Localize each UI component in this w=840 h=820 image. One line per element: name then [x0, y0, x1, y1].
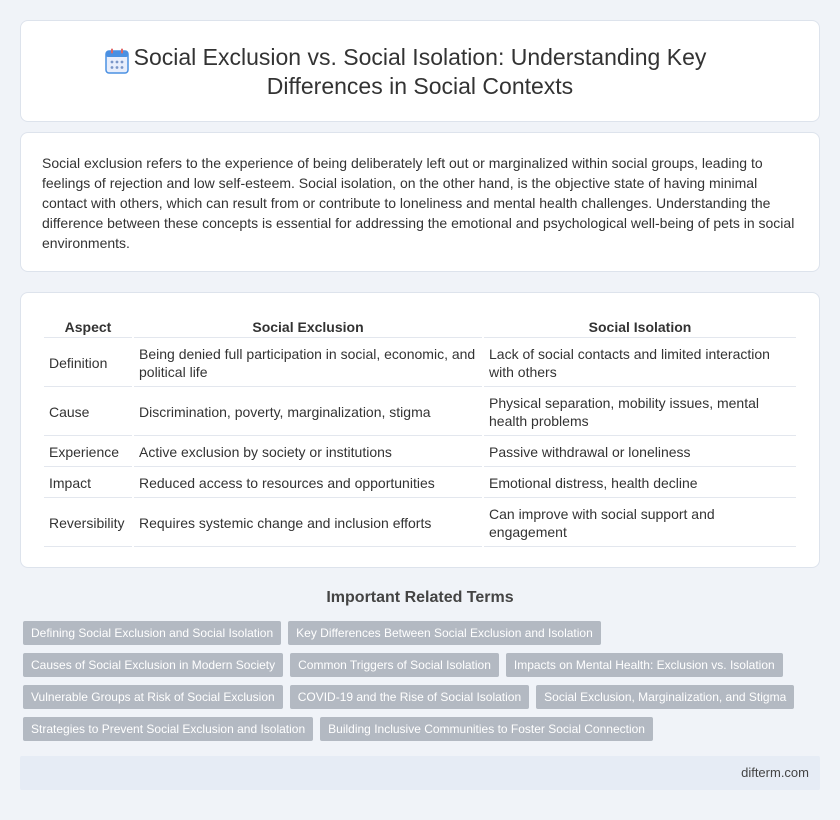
cell-aspect: Cause — [44, 389, 132, 436]
related-term-link[interactable]: Key Differences Between Social Exclusion and Isolation — [288, 621, 601, 645]
comparison-table — [42, 313, 798, 549]
header-aspect: Aspect — [44, 315, 132, 338]
table-header-row — [44, 315, 796, 338]
header-card — [20, 20, 820, 122]
table-row — [44, 469, 796, 498]
tag-row — [23, 621, 823, 645]
related-term-link[interactable]: Impacts on Mental Health: Exclusion vs. Isolation — [506, 653, 783, 677]
cell-exclusion: Discrimination, poverty, marginalization, stigma — [134, 389, 482, 436]
intro-paragraph: Social exclusion refers to the experience of being deliberately left out or marginalized within social groups, leading to feelings of rejection and low self-esteem. Social isolation, on the other hand, is the objective state of having minimal contact with others, which can result from or contribute to loneliness and mental health challenges. Understanding the difference between these concepts is essential for addressing the emotional and psychological well-being of pets in social environments. — [42, 155, 795, 251]
related-term-link[interactable]: Vulnerable Groups at Risk of Social Exclusion — [23, 685, 283, 709]
table-row — [44, 340, 796, 387]
related-term-link[interactable]: Causes of Social Exclusion in Modern Society — [23, 653, 283, 677]
header-social-isolation: Social Isolation — [484, 315, 796, 338]
related-term-link[interactable]: Defining Social Exclusion and Social Isolation — [23, 621, 281, 645]
cell-aspect: Experience — [44, 438, 132, 467]
cell-isolation: Can improve with social support and engagement — [484, 500, 796, 547]
page-title: Social Exclusion vs. Social Isolation: Understanding Key Differences in Social Contexts — [133, 44, 707, 99]
related-terms-title: Important Related Terms — [326, 589, 514, 606]
cell-aspect: Impact — [44, 469, 132, 498]
cell-aspect: Reversibility — [44, 500, 132, 547]
footer — [20, 756, 820, 790]
cell-isolation: Physical separation, mobility issues, mental health problems — [484, 389, 796, 436]
intro-card — [20, 132, 820, 272]
related-term-link[interactable]: COVID-19 and the Rise of Social Isolation — [290, 685, 529, 709]
related-term-link[interactable]: Social Exclusion, Marginalization, and Stigma — [536, 685, 794, 709]
related-term-link[interactable]: Building Inclusive Communities to Foster Social Connection — [320, 717, 653, 741]
table-row — [44, 438, 796, 467]
comparison-table-card — [20, 292, 820, 568]
header-social-exclusion: Social Exclusion — [134, 315, 482, 338]
cell-exclusion: Being denied full participation in social, economic, and political life — [134, 340, 482, 387]
cell-isolation: Passive withdrawal or loneliness — [484, 438, 796, 467]
cell-isolation: Lack of social contacts and limited interaction with others — [484, 340, 796, 387]
cell-isolation: Emotional distress, health decline — [484, 469, 796, 498]
cell-aspect: Definition — [44, 340, 132, 387]
cell-exclusion: Reduced access to resources and opportunities — [134, 469, 482, 498]
cell-exclusion: Requires systemic change and inclusion efforts — [134, 500, 482, 547]
tag-row — [23, 653, 823, 677]
table-row — [44, 500, 796, 547]
related-terms-list — [23, 621, 823, 749]
table-row — [44, 389, 796, 436]
tag-row — [23, 717, 823, 741]
tag-row — [23, 685, 823, 709]
cell-exclusion: Active exclusion by society or institutions — [134, 438, 482, 467]
footer-brand[interactable]: difterm.com — [741, 765, 809, 780]
related-term-link[interactable]: Common Triggers of Social Isolation — [290, 653, 499, 677]
related-term-link[interactable]: Strategies to Prevent Social Exclusion and Isolation — [23, 717, 313, 741]
